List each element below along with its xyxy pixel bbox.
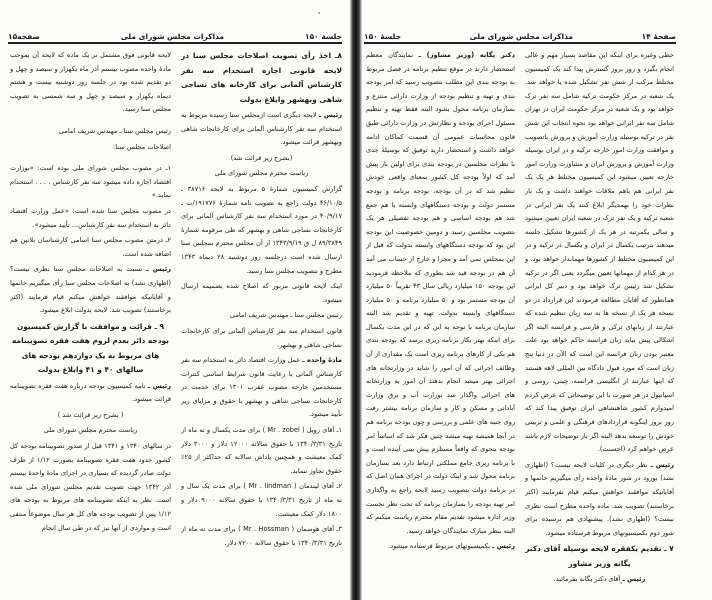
publication-title: مذاکرات مجلس شورای ملی	[469, 32, 573, 41]
list-item: ۱ـ آقای زوبل ( Mr . zobel ) برای مدت یکسال و نه ماه از تاریخ ۱۳۴۰/۳/۳۱ با حقوق سالانه ۱۲۰۰۰ دلار و ۳۰۰۰ دلار کمک معیشت و همچنین پاداش سالانه که حداکثر از ۲۵٪ حقوق تجاوز ننماید.	[181, 426, 342, 475]
section-heading-9: ۹ ـ قرائت و موافقت با گزارش کمیسیون بودجه دائر بعدم لزوم هفت فقره تصویبنامه های مربوط به یک دوازدهم بودجه های سالهای ۴۰ و ۴۱ وابلاغ بدولت	[12, 321, 169, 375]
scan-artifact	[620, 582, 622, 584]
paragraph: رئیس ـ نظر دیگری در کلیات لایحه نیست؟ (اظهاری نشد) بورود در شور مادهٔ واحده رأی میگیریم خانمها و آقایانیکه موافقند خواهش میکنم قیام بفرمایند (اکثر برخاستند) تصویب شد. ماده واحده مطرح است نظری نیست؟ (اظهاری نشد). پیشنهادی هم نرسیده برای شور دوم بکمیسیونهای مربوط فرستاده میشود.	[525, 460, 674, 537]
section-heading-8: ۸ـ اخذ رأی تصویب اصلاحات مجلس سنا در لایحه قانونی اجازه استخدام سه نفر کارشناس آلمانی برای کارخانه های نساجی شاهی وبهشهر وابلاغ بدولت	[181, 51, 342, 104]
read-note: (بشرح زیر قرائت شد)	[230, 153, 293, 162]
article-label: مادهٔ واحده ـ	[302, 356, 342, 365]
signature: رئیس مجلس سنا ـ مهندس شریف امامی	[58, 126, 171, 135]
speaker-label: رئیس ـ	[492, 542, 515, 551]
paragraph: خطی وغیره برای اینکه این مقاصد بسیار مهم و عالی انجام بگیرد و روز بروز گسترش پیدا کند یک کمیسیون مختلط مرکب از شش نفر تشکیل شده یا خواهد شد. یک شعبه در مرکز حکومت ترکیه شامل سه نفر ترک خواهد بود و یک شعبه در مرکز حکومت ایران در تهران شامل سه نفر ایرانی خواهد بود نحوه انتخاب این شش نفر در ترکیه بوسیله وزارت آموزش و پرورش باتصویب و موافقت وزارت امور خارجه ترکیه و در ایران بوسیله وزارت آموزش و پرورش ایران و مشاورت وزارت امور خارجه تعیین میشود این کمیسیون مختلط هر یک یک نفر ایرانی هم باهم ملاقات خواهند داشت و یک بار نظرات خود را بهمدیگر ابلاغ کنند یک نفر ایرانی در شعبه ترکیه و یک نفر ترک در شعبه ایران تعیین میشود و سالی یکمرتبه در هر یک از کشورها تشکیل جلسه میدهند بترتیب یکسال در ایران و یکسال در ترکیه و در این کمیسیون مختلط از کشورها مهماندار خواهد بود. و در هر کدام از مهمانها تعیین میگردد یعنی اگر در ترکیه تشکیل شد رئیس ترک خواهد بود و دبیر کل ایرانی همانطور که آقایان مطالعه فرمودند این قرارداد در دو نسخه هر یک از نسخه ها به سه زبان تنظیم شده که عبارتند از زبانهای ترکی و فارسی و فرانسه البته اگر اشکالی پیش بیاید زبان فرانسه حاکم خواهد بود علت معتبر بودن زبان فرانسه این است که الآن در دنیا پنج زبان است که مورد قبول دادگاه بین المللی لاهه هستند که اینها عبارتند از انگلیسی فرانسه، چینی، روسی و اسپانیول در هر صورت با این توضیحاتی که عرض کردم امیدوارم کشور شاهنشاهی ایران توفیق پیدا کند که روز بروز اینگونه قراردادهای فرهنگی و علمی و تربیتی خودش را توسعه بدهد البته اگر باز توضیحات لازم باشد عرض خواهم کرد (احسنت).	[525, 51, 674, 454]
paragraph: دکتر یگانه (وزیر مشاور) ـ نمایندگان معظم استحضار دارند در موقع تنظیم برنامه در فصل مربوط به بودجه بندی این مطلب بتصویب رسید که امر بودجه بندی و تهیه و تنظیم بودجه از وزارت دارائی منتزع و بسازمان برنامه محول بشود البته فقط تهیه و تنظیم مسئول اجرای بودجه و نظارتش در وزارت دارائی طبق قانون محاسبات عمومی آن قسمت کماکان ادامه خواهد داشت و استحضار دارید توفیق که بوسیلهٔ جدی با نظرات مجلسین در بودجه بندی برای اولین بار پیش آمد که اولاً بودجه کل کشور بمعنای واقعی خودش تنظیم شد که در آن بودجه، بودجه برنامه و بودجه مستمر دولت و بودجه دستگاههای وابسته با هم جمع شد هم بودجه اساسی و هم بودجه تفصیلی هر یک بتصویب مجلسین رسید و دومین خصوصیت این بودجه این بود که بودجه دستگاههای وابسته بدولت که قبل از این بمجلس نمی آمد و مجزا و خارج از حساب می آمد آن هم در بودجه قید شد بطوری که ملاحظه فرمودید این بودجه ۱۵۰ میلیارد ریالی سال ۴۳ تقریباً ۵۰ میلیارد آن بودجه مستمر بود و ۵۰ میلیارد برنامه و ۵۰ میلیارد دستگاههای وابسته بدولت. تهیه و تقدیم شد البته سازمان برنامه با توجه به این که در این مدت یکسال برای اینکه بهتر بکار برنامه ریزی برسد که بودجه بندی هم یکی از کارهای برنامه ریزی است یک مقداری از آن وظائف اجرائی که آن امور را شاید در وزارتخانه های اجرائی بهتر میشد انجام بدهند آن امور به وزارتخانه های اجرائی واگذار شد بوزارت آب و برق وزارت آبادانی و مسکن و کار و سازمان برنامه بیشتر رفت روی جنبه های علمی و بررسی و چون بودجه برنامه هم در آنجا همیشه تهیه میشد چنین فکر شد که اساساً امر بودجه بنحوی که واقعاً مستلزم پیش بینی آینده است و با برنامه ریزی جامع مملکتی ارتباط دارد بعد بسازمان برنامه محول شد و اینک دولت در اجرای همان اصل که در برنامه دولت بتصویب رسید لایحه راجع به واگذاری امر تهیه بودجه را بسازمان برنامه که تحت نظر نخست وزیر اداره میشود تقدیم مقام محترم ریاست میکنم که البته بنظر مبارک نمایندگان خواهد رسید.	[366, 51, 515, 535]
page-columns	[10, 49, 342, 592]
paragraph: اینک لایحه قانونی مزبور که اصلاح شده بضمیمه ارسال میشود.	[181, 282, 342, 304]
list-item: ۳ـ آقای هوسمان ( Mr . Hossman ) برای مدت نه ماه از تاریخ ۱۳۴۰/۳/۳۱ با حقوق سالانه ۷۲۰۰ دلار.	[181, 525, 342, 547]
column-left	[10, 49, 171, 592]
column-left	[366, 49, 515, 592]
speaker-label: رئیس ـ	[318, 111, 342, 119]
right-page	[362, 0, 712, 600]
header-rule	[8, 42, 342, 44]
publication-title: مذاکرات مجلس شورای ملی	[120, 32, 225, 41]
amendment-item: ۱ـ در مصوب مجلس شورای ملی بوده است: «بوزارت اقتصاد اجازه داده میشود سه نفر کارشناس . . . . استخدام نماید.»	[10, 164, 171, 200]
speaker-label: رئیس ـ	[650, 460, 674, 469]
paragraph: مادهٔ واحده ـ عمل وزارت اقتصاد دائر به استخدام سه نفر کارشناس آلمانی با رعایت قانون شرایط اساسی کنترات مستخدمین خارجه مصوب عقرب ۱۳۰۱ برای خدمت در کارخانجات نساجی شاهی و بهشهر با حقوق و مزایای زیر تأیید میشود.	[181, 356, 342, 419]
page-number: صفحهٔ ۱۴	[641, 32, 676, 41]
paragraph: رئیس ـ نسبت به اصلاحات مجلس سنا نظری نیست؟ (اظهاری نشد) به اصلاحات مجلس سنا رأی میگیریم خانمها و آقایانیکه موافقند خواهش میکنم قیام فرمایند (اکثر برخاستند) تصویب شد. لایحه بدولت ابلاغ میشود.	[10, 265, 171, 315]
paragraph: رئیس ـ نامه کمیسیون بودجه درباره هفت فقره تصویبنامه قرائت میشود.	[10, 381, 171, 404]
paragraph: لایحه قانونی فوق مشتمل بر یک ماده که لایحه آن بموجب مادهٔ واحده مصوب بیستم آذر ماه یکهزار و سیصد و چهل و دو تقدیم شده بود در جلسه روز دوشنبه بیست و هشتم دیماه یکهزار و سیصد و چهل و سه شمسی به تصویب مجلس سنا رسید.	[10, 51, 171, 114]
paragraph: گزارش کمیسیون شمارهٔ ۵ مربوط به لایحه ۳۸۷۱۶ ـ ۴۶/۱۰/۵ دولت راجع به تصویب نامه شمارهٔ ۱۹۱۷۷۶/ت ـ ۴۰/۹/۱۷ در مورد استخدام سه نفر کارشناس آلمانی برای کارخانجات نساجی شاهی و بهشهر که طی مرقومه شمارهٔ ۸۹/۳۸۴۹ ل ق ۱۳۴۳/۹/۱۹ از آن مجلس محترم بمجلس سنا ارسال شده است درجلسه روز دوشنبه ۲۸ دیماه ۱۳۴۳ مطرح و بتصویب مجلس سنا رسید.	[181, 184, 342, 275]
law-title: قانون استخدام سه نفر کارشناس آلمانی برای کارخانجات نساجی شاهی و بهشهر.	[181, 326, 342, 349]
speaker-label: رئیس ـ	[622, 575, 646, 584]
amendment-item: در مصوب مجلس سنا شده است: «عمل وزارت اقتصاد دائر به استخدام سه نفر کارشناس... تأیید میشود».	[10, 206, 171, 229]
read-note: ( بشرح زیر قرائت شد )	[57, 410, 124, 419]
paragraph: رئیس ـ آقای دکتر یگانه بفرمائید.	[553, 575, 646, 584]
speaker-label: رئیس ـ	[147, 381, 171, 390]
paragraph: رئیس ـ لایحه دیگری است ازمجلس سنا رسیده مربوط به استخدام سه نفر کارشناس آلمانی برای کارخانجات شاهی وبهشهر قرائت میشود.	[181, 111, 342, 147]
section-heading-7: ۷ ـ تقدیم یکفقره لایحه بوسیله آقای دکتر یگانه وزیر مشاور	[525, 544, 674, 568]
header-rule	[364, 42, 676, 44]
session-label: جلسة ۱۵۰	[305, 32, 342, 41]
address-line: ریاست محترم مجلس شورای ملی	[214, 169, 309, 178]
paragraph: رئیس ـ بکمیسیونهای مربوط فرستاده میشود.	[388, 542, 515, 551]
page-header	[364, 27, 676, 41]
amendment-item: ۲ـ درمتن مصوب مجلس سنا اسامی کارشناسان بلاتین هم اضافه شده است.	[10, 236, 171, 258]
signature: رئیس مجلس سنا ـ مهندس شریف امامی	[229, 311, 342, 320]
session-label: جلسهٔ ۱۵۰	[364, 32, 402, 41]
page-number: صفحه۱۵	[8, 32, 40, 41]
speaker-label: رئیس ـ	[146, 265, 171, 274]
amendments-label: اصلاحات مجلس سنا:	[113, 142, 171, 151]
left-page	[0, 0, 350, 600]
page-columns	[366, 49, 674, 592]
paragraph: در سالهای ۱۳۴۰ و ۱۳۴۱ قبل از صدور تصویبنامه بودجه کل کشور حدود هفت فقره تصویبنامه بصورت ۱/۱۲ از طرف دولت صادر گردیده که بسیاری در اجرای مادهٔ واحدهٔ بیستم آذر ۱۳۴۲ جهت تصویب تقدیم مجلس شورای ملی شده است. نظر به اینکه تصویبنامه های مربوط به بودجه های ۱/۱۲ پس از تصویب بودجه های کل هر سال موضوعاً منتفی است و مواردی از آنها نیز که در طی سال انجام	[10, 442, 171, 532]
column-right	[181, 49, 342, 592]
book-gutter	[350, 0, 362, 600]
speaker-label: دکتر یگانه (وزیر مشاور) ـ	[418, 51, 515, 59]
page-header	[8, 27, 342, 41]
address-line: ریاست محترم مجلس شورای ملی	[43, 426, 138, 435]
column-right	[525, 49, 674, 592]
list-item: ۲ـ آقای لیندمان ( Mr . lindman ) برای مدت یک سال و نه ماه از تاریخ ۱۳۴۰/۳/۳۱ با حقوق سالانه ۹۰۰۰ دلار و ۱۸۰۰ دلار کمک معیشت.	[181, 482, 342, 518]
scan-artifact	[318, 12, 320, 14]
